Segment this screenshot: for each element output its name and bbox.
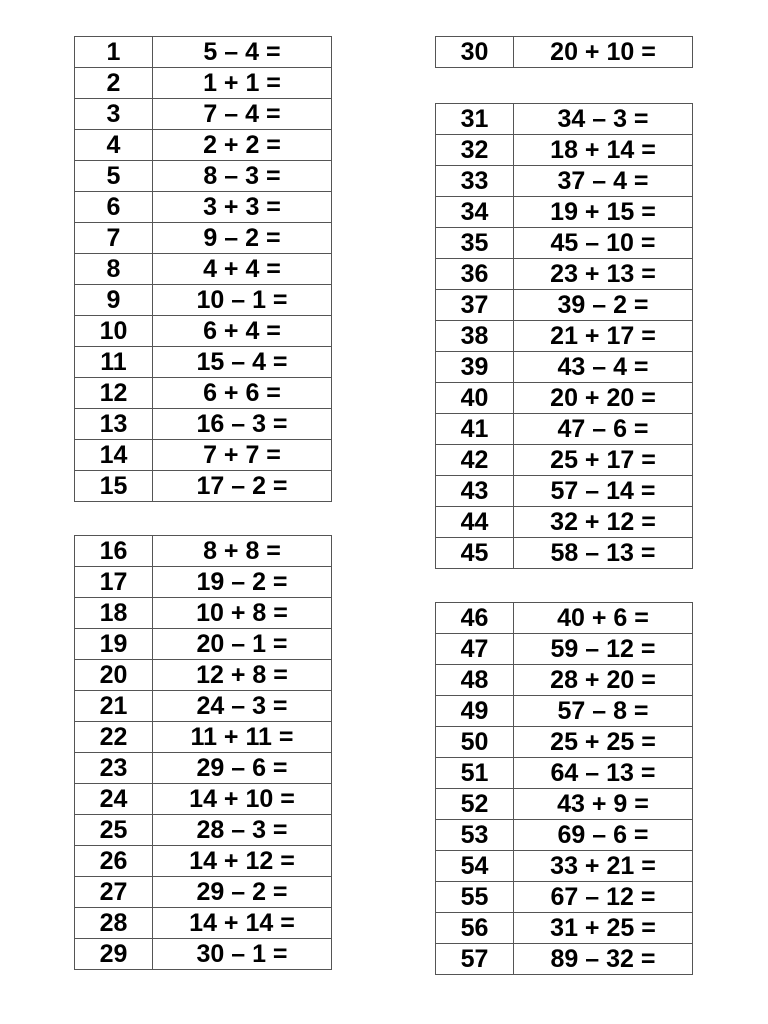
problem-number: 26 — [75, 846, 153, 877]
problem-expression: 11 + 11 = — [153, 722, 332, 753]
problem-number: 7 — [75, 223, 153, 254]
problem-number: 27 — [75, 877, 153, 908]
table-row — [75, 846, 332, 877]
table-row — [75, 815, 332, 846]
problem-number: 2 — [75, 68, 153, 99]
problem-expression: 15 – 4 = — [153, 347, 332, 378]
table-row — [436, 135, 693, 166]
problem-expression: 69 – 6 = — [514, 820, 693, 851]
problem-expression: 43 – 4 = — [514, 352, 693, 383]
problem-expression: 29 – 6 = — [153, 753, 332, 784]
problem-number: 37 — [436, 290, 514, 321]
table-row — [436, 820, 693, 851]
table-row — [75, 285, 332, 316]
problem-number: 47 — [436, 634, 514, 665]
problem-expression: 57 – 14 = — [514, 476, 693, 507]
table-row — [75, 629, 332, 660]
table-row — [75, 223, 332, 254]
table-row — [436, 166, 693, 197]
problem-expression: 45 – 10 = — [514, 228, 693, 259]
problem-number: 19 — [75, 629, 153, 660]
problem-number: 12 — [75, 378, 153, 409]
problem-number: 40 — [436, 383, 514, 414]
problem-expression: 20 + 20 = — [514, 383, 693, 414]
problem-expression: 10 + 8 = — [153, 598, 332, 629]
table-row — [75, 378, 332, 409]
problem-expression: 14 + 12 = — [153, 846, 332, 877]
table-row — [75, 192, 332, 223]
problem-expression: 28 + 20 = — [514, 665, 693, 696]
table-row — [75, 409, 332, 440]
worksheet-table-4 — [435, 103, 693, 569]
problem-expression: 57 – 8 = — [514, 696, 693, 727]
problem-number: 50 — [436, 727, 514, 758]
problem-number: 35 — [436, 228, 514, 259]
problem-number: 46 — [436, 603, 514, 634]
problem-expression: 3 + 3 = — [153, 192, 332, 223]
problem-expression: 25 + 25 = — [514, 727, 693, 758]
problem-expression: 2 + 2 = — [153, 130, 332, 161]
table-row — [75, 939, 332, 970]
problem-expression: 5 – 4 = — [153, 37, 332, 68]
problem-number: 9 — [75, 285, 153, 316]
problem-expression: 20 + 10 = — [514, 37, 693, 68]
worksheet-table-2 — [74, 535, 332, 970]
table-row — [436, 414, 693, 445]
problem-expression: 29 – 2 = — [153, 877, 332, 908]
problem-expression: 20 – 1 = — [153, 629, 332, 660]
table-row — [75, 753, 332, 784]
problem-expression: 14 + 10 = — [153, 784, 332, 815]
problem-expression: 6 + 6 = — [153, 378, 332, 409]
problem-number: 25 — [75, 815, 153, 846]
problem-expression: 8 – 3 = — [153, 161, 332, 192]
table-row — [436, 696, 693, 727]
problem-expression: 16 – 3 = — [153, 409, 332, 440]
problem-expression: 40 + 6 = — [514, 603, 693, 634]
problem-expression: 1 + 1 = — [153, 68, 332, 99]
table-row — [436, 727, 693, 758]
table-row — [75, 99, 332, 130]
table-row — [75, 68, 332, 99]
problem-number: 15 — [75, 471, 153, 502]
problem-number: 56 — [436, 913, 514, 944]
problem-expression: 14 + 14 = — [153, 908, 332, 939]
problem-expression: 89 – 32 = — [514, 944, 693, 975]
table-row — [436, 290, 693, 321]
problem-number: 1 — [75, 37, 153, 68]
problem-number: 20 — [75, 660, 153, 691]
problem-expression: 32 + 12 = — [514, 507, 693, 538]
problem-expression: 43 + 9 = — [514, 789, 693, 820]
problem-expression: 18 + 14 = — [514, 135, 693, 166]
problem-number: 29 — [75, 939, 153, 970]
problem-number: 54 — [436, 851, 514, 882]
problem-number: 4 — [75, 130, 153, 161]
problem-number: 55 — [436, 882, 514, 913]
problem-number: 14 — [75, 440, 153, 471]
table-row — [75, 347, 332, 378]
table-row — [75, 471, 332, 502]
problem-number: 21 — [75, 691, 153, 722]
table-row — [436, 851, 693, 882]
table-row — [75, 660, 332, 691]
table-row — [436, 665, 693, 696]
problem-expression: 19 + 15 = — [514, 197, 693, 228]
problem-number: 53 — [436, 820, 514, 851]
table-row — [436, 476, 693, 507]
table-row — [436, 538, 693, 569]
problem-number: 13 — [75, 409, 153, 440]
problem-number: 30 — [436, 37, 514, 68]
problem-number: 10 — [75, 316, 153, 347]
table-row — [436, 944, 693, 975]
worksheet-table-3 — [435, 36, 693, 68]
problem-expression: 30 – 1 = — [153, 939, 332, 970]
problem-expression: 10 – 1 = — [153, 285, 332, 316]
table-row — [75, 908, 332, 939]
table-row — [75, 316, 332, 347]
problem-expression: 17 – 2 = — [153, 471, 332, 502]
problem-expression: 58 – 13 = — [514, 538, 693, 569]
table-row — [436, 507, 693, 538]
worksheet-table-5 — [435, 602, 693, 975]
problem-number: 42 — [436, 445, 514, 476]
problem-expression: 47 – 6 = — [514, 414, 693, 445]
problem-number: 51 — [436, 758, 514, 789]
table-row — [436, 913, 693, 944]
problem-number: 41 — [436, 414, 514, 445]
table-row — [75, 37, 332, 68]
problem-number: 43 — [436, 476, 514, 507]
problem-expression: 21 + 17 = — [514, 321, 693, 352]
table-row — [436, 634, 693, 665]
problem-number: 8 — [75, 254, 153, 285]
table-row — [75, 536, 332, 567]
problem-number: 5 — [75, 161, 153, 192]
problem-expression: 28 – 3 = — [153, 815, 332, 846]
problem-number: 36 — [436, 259, 514, 290]
table-row — [75, 161, 332, 192]
problem-number: 33 — [436, 166, 514, 197]
problem-number: 6 — [75, 192, 153, 223]
table-row — [436, 789, 693, 820]
problem-number: 28 — [75, 908, 153, 939]
problem-number: 34 — [436, 197, 514, 228]
problem-number: 22 — [75, 722, 153, 753]
problem-number: 17 — [75, 567, 153, 598]
table-row — [436, 758, 693, 789]
problem-expression: 6 + 4 = — [153, 316, 332, 347]
problem-number: 32 — [436, 135, 514, 166]
table-row — [75, 130, 332, 161]
problem-number: 16 — [75, 536, 153, 567]
problem-number: 23 — [75, 753, 153, 784]
problem-expression: 34 – 3 = — [514, 104, 693, 135]
problem-number: 49 — [436, 696, 514, 727]
problem-number: 18 — [75, 598, 153, 629]
problem-number: 48 — [436, 665, 514, 696]
problem-number: 24 — [75, 784, 153, 815]
table-row — [75, 254, 332, 285]
table-row — [436, 882, 693, 913]
problem-expression: 33 + 21 = — [514, 851, 693, 882]
worksheet-table-1 — [74, 36, 332, 502]
table-row — [436, 445, 693, 476]
table-row — [436, 197, 693, 228]
table-row — [436, 603, 693, 634]
problem-expression: 59 – 12 = — [514, 634, 693, 665]
problem-expression: 9 – 2 = — [153, 223, 332, 254]
table-row — [436, 321, 693, 352]
problem-expression: 12 + 8 = — [153, 660, 332, 691]
problem-number: 31 — [436, 104, 514, 135]
problem-number: 52 — [436, 789, 514, 820]
problem-expression: 19 – 2 = — [153, 567, 332, 598]
table-row — [436, 104, 693, 135]
problem-number: 3 — [75, 99, 153, 130]
table-row — [436, 383, 693, 414]
table-row — [75, 567, 332, 598]
problem-expression: 4 + 4 = — [153, 254, 332, 285]
table-row — [75, 598, 332, 629]
problem-number: 57 — [436, 944, 514, 975]
problem-expression: 67 – 12 = — [514, 882, 693, 913]
table-row — [436, 37, 693, 68]
table-row — [75, 784, 332, 815]
problem-expression: 37 – 4 = — [514, 166, 693, 197]
problem-number: 38 — [436, 321, 514, 352]
problem-expression: 31 + 25 = — [514, 913, 693, 944]
table-row — [436, 228, 693, 259]
problem-expression: 39 – 2 = — [514, 290, 693, 321]
problem-number: 44 — [436, 507, 514, 538]
table-row — [436, 352, 693, 383]
problem-number: 11 — [75, 347, 153, 378]
problem-expression: 24 – 3 = — [153, 691, 332, 722]
problem-expression: 23 + 13 = — [514, 259, 693, 290]
problem-expression: 7 + 7 = — [153, 440, 332, 471]
problem-expression: 25 + 17 = — [514, 445, 693, 476]
problem-expression: 64 – 13 = — [514, 758, 693, 789]
table-row — [436, 259, 693, 290]
table-row — [75, 691, 332, 722]
table-row — [75, 877, 332, 908]
problem-expression: 8 + 8 = — [153, 536, 332, 567]
problem-number: 39 — [436, 352, 514, 383]
table-row — [75, 440, 332, 471]
problem-number: 45 — [436, 538, 514, 569]
problem-expression: 7 – 4 = — [153, 99, 332, 130]
table-row — [75, 722, 332, 753]
